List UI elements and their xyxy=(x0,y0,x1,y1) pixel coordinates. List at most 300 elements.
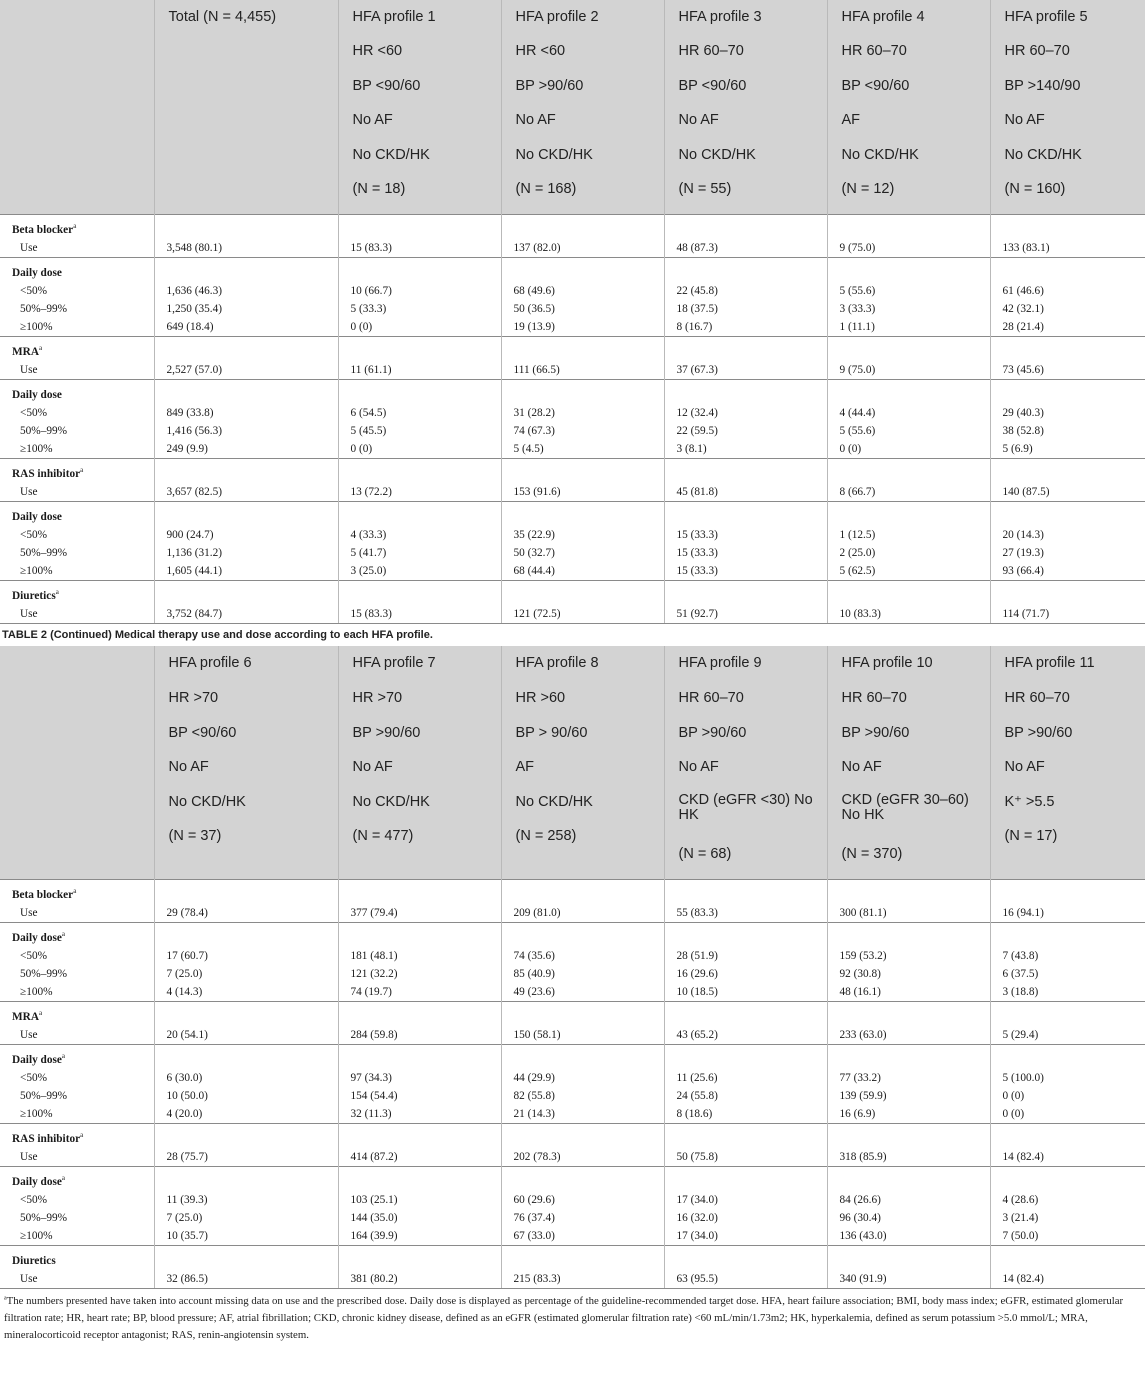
table-row xyxy=(0,459,1145,502)
column-criterion: BP <90/60 xyxy=(352,77,421,94)
cell-value: 121 (72.5) xyxy=(513,608,561,621)
row-label: Use xyxy=(20,907,38,920)
value-cell xyxy=(154,1167,338,1246)
value-cell xyxy=(664,502,827,581)
group-label xyxy=(12,386,148,404)
cell-value: 85 (40.9) xyxy=(513,968,555,981)
value-cell xyxy=(827,380,990,459)
cell-value: 61 (46.6) xyxy=(1002,285,1044,298)
column-criterion: (N = 258) xyxy=(515,828,577,845)
cell-value: 1,636 (46.3) xyxy=(166,285,223,298)
column-criterion: HR <60 xyxy=(515,43,566,60)
column-title: HFA profile 1 xyxy=(352,9,436,25)
value-cell xyxy=(827,215,990,258)
value-cell xyxy=(827,880,990,923)
cell-value: 377 (79.4) xyxy=(350,907,398,920)
cell-value: 3 (18.8) xyxy=(1002,986,1039,999)
column-criterion: HR 60–70 xyxy=(841,43,907,60)
column-criterion: (N = 37) xyxy=(168,828,222,845)
cell-value: 133 (83.1) xyxy=(1002,242,1050,255)
cell-value: 20 (14.3) xyxy=(1002,529,1044,542)
cell-value: 74 (35.6) xyxy=(513,950,555,963)
footnote-marker: a xyxy=(73,222,77,231)
cell-value: 9 (75.0) xyxy=(839,364,876,377)
row-label-cell xyxy=(0,1002,154,1045)
cell-value: 215 (83.3) xyxy=(513,1273,561,1286)
value-cell xyxy=(664,1124,827,1167)
value-cell xyxy=(827,1002,990,1045)
cell-value: 140 (87.5) xyxy=(1002,486,1050,499)
cell-value: 5 (55.6) xyxy=(839,425,876,438)
cell-value: 22 (45.8) xyxy=(676,285,718,298)
value-cell xyxy=(338,923,501,1002)
value-cell xyxy=(827,1045,990,1124)
cell-value: 14 (82.4) xyxy=(1002,1151,1044,1164)
value-cell xyxy=(501,1002,664,1045)
value-cell xyxy=(154,459,338,502)
cell-value: 3,752 (84.7) xyxy=(166,608,223,621)
value-cell xyxy=(990,380,1145,459)
cell-value: 4 (20.0) xyxy=(166,1108,203,1121)
cell-value: 7 (43.8) xyxy=(1002,950,1039,963)
cell-value: 8 (16.7) xyxy=(676,321,713,334)
cell-value: 233 (63.0) xyxy=(839,1029,887,1042)
cell-value: 73 (45.6) xyxy=(1002,364,1044,377)
value-cell xyxy=(154,1246,338,1289)
table-row xyxy=(0,258,1145,337)
column-criterion: BP >90/60 xyxy=(1004,724,1073,741)
cell-value: 5 (45.5) xyxy=(350,425,387,438)
row-label-cell xyxy=(0,1167,154,1246)
column-criterion: (N = 370) xyxy=(841,845,903,862)
cell-value: 4 (33.3) xyxy=(350,529,387,542)
value-cell xyxy=(990,1124,1145,1167)
cell-value: 14 (82.4) xyxy=(1002,1273,1044,1286)
table-row xyxy=(0,502,1145,581)
row-label: ≥100% xyxy=(20,1108,53,1121)
table-body xyxy=(0,880,1145,1289)
cell-value: 45 (81.8) xyxy=(676,486,718,499)
cell-value: 24 (55.8) xyxy=(676,1090,718,1103)
column-header xyxy=(338,646,501,879)
group-label-text: RAS inhibitor xyxy=(12,1133,81,1146)
row-label-cell xyxy=(0,215,154,258)
column-criterion: No AF xyxy=(352,112,393,129)
column-title: HFA profile 9 xyxy=(678,655,762,672)
cell-value: 15 (33.3) xyxy=(676,529,718,542)
value-cell xyxy=(154,215,338,258)
cell-value: 55 (83.3) xyxy=(676,907,718,920)
value-cell xyxy=(154,502,338,581)
value-cell xyxy=(827,923,990,1002)
cell-value: 44 (29.9) xyxy=(513,1072,555,1085)
value-cell xyxy=(990,581,1145,624)
cell-value: 3 (8.1) xyxy=(676,443,707,456)
cell-value: 1,605 (44.1) xyxy=(166,565,223,578)
column-header xyxy=(664,0,827,215)
footnote-marker: a xyxy=(61,930,66,939)
row-label-cell xyxy=(0,880,154,923)
cell-value: 3,657 (82.5) xyxy=(166,486,223,499)
group-label-text: RAS inhibitor xyxy=(12,468,81,481)
column-criterion: No CKD/HK xyxy=(168,793,246,810)
value-cell xyxy=(501,880,664,923)
column-title: HFA profile 6 xyxy=(168,655,252,672)
value-cell xyxy=(501,258,664,337)
row-label-cell xyxy=(0,923,154,1002)
cell-value: 13 (72.2) xyxy=(350,486,392,499)
column-header xyxy=(501,0,664,215)
column-criterion: No AF xyxy=(352,759,393,776)
cell-value: 181 (48.1) xyxy=(350,950,398,963)
value-cell xyxy=(990,1167,1145,1246)
row-label: Use xyxy=(20,364,38,377)
cell-value: 42 (32.1) xyxy=(1002,303,1044,316)
value-cell xyxy=(154,1045,338,1124)
column-criterion: HR 60–70 xyxy=(1004,689,1070,706)
cell-value: 900 (24.7) xyxy=(166,529,214,542)
row-label-cell xyxy=(0,581,154,624)
cell-value: 67 (33.0) xyxy=(513,1230,555,1243)
table-header-row xyxy=(0,0,1145,215)
cell-value: 48 (87.3) xyxy=(676,242,718,255)
cell-value: 0 (0) xyxy=(839,443,862,456)
footnote-marker: a xyxy=(4,1295,7,1302)
cell-value: 3 (21.4) xyxy=(1002,1212,1039,1225)
group-label-text: MRA xyxy=(12,1011,39,1024)
value-cell xyxy=(827,1246,990,1289)
cell-value: 97 (34.3) xyxy=(350,1072,392,1085)
row-label: ≥100% xyxy=(20,986,53,999)
row-label: <50% xyxy=(20,1072,48,1085)
group-label xyxy=(12,587,148,605)
value-cell xyxy=(827,1167,990,1246)
cell-value: 19 (13.9) xyxy=(513,321,555,334)
column-criterion: No AF xyxy=(1004,759,1045,776)
column-header xyxy=(154,646,338,879)
cell-value: 5 (33.3) xyxy=(350,303,387,316)
column-header xyxy=(664,646,827,879)
row-label-cell xyxy=(0,380,154,459)
value-cell xyxy=(501,1045,664,1124)
column-criterion: No CKD/HK xyxy=(515,793,593,810)
cell-value: 63 (95.5) xyxy=(676,1273,718,1286)
table-row xyxy=(0,380,1145,459)
cell-value: 17 (34.0) xyxy=(676,1230,718,1243)
row-label: <50% xyxy=(20,529,48,542)
value-cell xyxy=(338,581,501,624)
group-label-text: Beta blocker xyxy=(12,889,74,902)
value-cell xyxy=(664,1246,827,1289)
column-title: HFA profile 2 xyxy=(515,9,599,25)
cell-value: 28 (21.4) xyxy=(1002,321,1044,334)
column-criterion: No CKD/HK xyxy=(678,146,756,163)
cell-value: 3 (25.0) xyxy=(350,565,387,578)
column-criterion: (N = 160) xyxy=(1004,180,1066,197)
cell-value: 93 (66.4) xyxy=(1002,565,1044,578)
cell-value: 37 (67.3) xyxy=(676,364,718,377)
cell-value: 11 (39.3) xyxy=(166,1194,208,1207)
row-label: ≥100% xyxy=(20,565,53,578)
group-label xyxy=(12,1051,148,1069)
group-label-text: Daily dose xyxy=(12,511,62,524)
cell-value: 7 (50.0) xyxy=(1002,1230,1039,1243)
cell-value: 49 (23.6) xyxy=(513,986,555,999)
therapy-table-part-1 xyxy=(0,0,1145,623)
cell-value: 111 (66.5) xyxy=(513,364,560,377)
column-criterion: (N = 68) xyxy=(678,845,732,862)
row-label: ≥100% xyxy=(20,321,53,334)
cell-value: 50 (36.5) xyxy=(513,303,555,316)
row-label-cell xyxy=(0,502,154,581)
cell-value: 202 (78.3) xyxy=(513,1151,561,1164)
column-header xyxy=(990,646,1145,879)
group-label-text: Diuretics xyxy=(12,1255,56,1268)
cell-value: 50 (32.7) xyxy=(513,547,555,560)
value-cell xyxy=(664,1167,827,1246)
cell-value: 159 (53.2) xyxy=(839,950,887,963)
column-criterion: No AF xyxy=(168,759,209,776)
cell-value: 20 (54.1) xyxy=(166,1029,208,1042)
cell-value: 10 (18.5) xyxy=(676,986,718,999)
group-label-text: Daily dose xyxy=(12,1176,62,1189)
cell-value: 0 (0) xyxy=(1002,1090,1025,1103)
column-criterion: BP <90/60 xyxy=(841,77,910,94)
cell-value: 18 (37.5) xyxy=(676,303,718,316)
value-cell xyxy=(501,1124,664,1167)
cell-value: 8 (18.6) xyxy=(676,1108,713,1121)
column-criterion: (N = 168) xyxy=(515,180,577,197)
column-header xyxy=(154,0,338,215)
cell-value: 17 (34.0) xyxy=(676,1194,718,1207)
cell-value: 5 (62.5) xyxy=(839,565,876,578)
group-label xyxy=(12,886,148,904)
value-cell xyxy=(827,502,990,581)
row-label: 50%–99% xyxy=(20,968,68,981)
row-label: 50%–99% xyxy=(20,1090,68,1103)
cell-value: 68 (44.4) xyxy=(513,565,555,578)
value-cell xyxy=(827,581,990,624)
value-cell xyxy=(990,337,1145,380)
value-cell xyxy=(338,1124,501,1167)
row-label: Use xyxy=(20,1029,38,1042)
cell-value: 74 (67.3) xyxy=(513,425,555,438)
cell-value: 21 (14.3) xyxy=(513,1108,555,1121)
value-cell xyxy=(990,880,1145,923)
column-criterion: HR 60–70 xyxy=(678,689,744,706)
value-cell xyxy=(664,380,827,459)
cell-value: 27 (19.3) xyxy=(1002,547,1044,560)
group-label xyxy=(12,221,148,239)
table-row xyxy=(0,1045,1145,1124)
cell-value: 10 (83.3) xyxy=(839,608,881,621)
cell-value: 153 (91.6) xyxy=(513,486,561,499)
value-cell xyxy=(664,337,827,380)
value-cell xyxy=(664,880,827,923)
cell-value: 7 (25.0) xyxy=(166,1212,203,1225)
row-label: 50%–99% xyxy=(20,425,68,438)
group-label xyxy=(12,1173,148,1191)
cell-value: 1,416 (56.3) xyxy=(166,425,223,438)
cell-value: 22 (59.5) xyxy=(676,425,718,438)
cell-value: 15 (83.3) xyxy=(350,608,392,621)
value-cell xyxy=(338,1002,501,1045)
group-label-text: Daily dose xyxy=(12,932,62,945)
cell-value: 28 (51.9) xyxy=(676,950,718,963)
group-label-text: Daily dose xyxy=(12,267,62,280)
value-cell xyxy=(501,581,664,624)
cell-value: 29 (40.3) xyxy=(1002,407,1044,420)
cell-value: 16 (29.6) xyxy=(676,968,718,981)
value-cell xyxy=(338,215,501,258)
cell-value: 284 (59.8) xyxy=(350,1029,398,1042)
value-cell xyxy=(664,923,827,1002)
cell-value: 7 (25.0) xyxy=(166,968,203,981)
cell-value: 121 (32.2) xyxy=(350,968,398,981)
column-title: HFA profile 4 xyxy=(841,9,925,25)
table-row xyxy=(0,923,1145,1002)
cell-value: 15 (33.3) xyxy=(676,547,718,560)
cell-value: 48 (16.1) xyxy=(839,986,881,999)
column-criterion: BP <90/60 xyxy=(168,724,237,741)
group-label xyxy=(12,1008,148,1026)
cell-value: 300 (81.1) xyxy=(839,907,887,920)
table-row xyxy=(0,1002,1145,1045)
cell-value: 29 (78.4) xyxy=(166,907,208,920)
column-criterion: BP >90/60 xyxy=(352,724,421,741)
column-criterion: CKD (eGFR 30–60) No HK xyxy=(841,791,969,823)
table-row xyxy=(0,880,1145,923)
value-cell xyxy=(501,337,664,380)
column-criterion: (N = 55) xyxy=(678,180,732,197)
row-label-cell xyxy=(0,1246,154,1289)
row-label: ≥100% xyxy=(20,443,53,456)
cell-value: 77 (33.2) xyxy=(839,1072,881,1085)
cell-value: 114 (71.7) xyxy=(1002,608,1050,621)
value-cell xyxy=(338,880,501,923)
value-cell xyxy=(827,459,990,502)
cell-value: 10 (35.7) xyxy=(166,1230,208,1243)
table-footnote xyxy=(0,1288,1145,1344)
value-cell xyxy=(990,215,1145,258)
cell-value: 28 (75.7) xyxy=(166,1151,208,1164)
group-label xyxy=(12,264,148,282)
group-label xyxy=(12,465,148,483)
column-criterion: No AF xyxy=(678,759,719,776)
cell-value: 381 (80.2) xyxy=(350,1273,398,1286)
value-cell xyxy=(501,380,664,459)
value-cell xyxy=(501,923,664,1002)
column-criterion: HR >70 xyxy=(352,689,403,706)
cell-value: 137 (82.0) xyxy=(513,242,561,255)
cell-value: 5 (55.6) xyxy=(839,285,876,298)
value-cell xyxy=(664,215,827,258)
column-header xyxy=(827,646,990,879)
cell-value: 6 (54.5) xyxy=(350,407,387,420)
column-title: HFA profile 11 xyxy=(1004,655,1095,672)
cell-value: 209 (81.0) xyxy=(513,907,561,920)
cell-value: 5 (41.7) xyxy=(350,547,387,560)
column-criterion: CKD (eGFR <30) No HK xyxy=(678,791,813,823)
row-label-cell xyxy=(0,1124,154,1167)
table-row xyxy=(0,337,1145,380)
value-cell xyxy=(990,1045,1145,1124)
column-header xyxy=(501,646,664,879)
value-cell xyxy=(154,1124,338,1167)
cell-value: 43 (65.2) xyxy=(676,1029,718,1042)
value-cell xyxy=(154,880,338,923)
value-cell xyxy=(827,1124,990,1167)
value-cell xyxy=(154,337,338,380)
group-label-text: Beta blocker xyxy=(12,224,74,237)
cell-value: 1 (11.1) xyxy=(839,321,875,334)
column-criterion: No CKD/HK xyxy=(1004,146,1082,163)
column-title: HFA profile 10 xyxy=(841,655,933,672)
value-cell xyxy=(338,380,501,459)
value-cell xyxy=(501,1167,664,1246)
cell-value: 139 (59.9) xyxy=(839,1090,887,1103)
group-label xyxy=(12,508,148,526)
group-label-text: MRA xyxy=(12,346,39,359)
header-corner-cell xyxy=(0,646,154,879)
row-label: 50%–99% xyxy=(20,1212,68,1225)
column-criterion: K⁺ >5.5 xyxy=(1004,793,1055,810)
cell-value: 318 (85.9) xyxy=(839,1151,887,1164)
cell-value: 82 (55.8) xyxy=(513,1090,555,1103)
column-criterion: BP >140/90 xyxy=(1004,77,1081,94)
column-criterion: BP > 90/60 xyxy=(515,724,588,741)
column-criterion: HR 60–70 xyxy=(678,43,744,60)
footnote-marker: a xyxy=(55,588,59,597)
cell-value: 2 (25.0) xyxy=(839,547,876,560)
cell-value: 84 (26.6) xyxy=(839,1194,881,1207)
column-criterion: AF xyxy=(515,759,535,776)
row-label: <50% xyxy=(20,1194,48,1207)
table-row xyxy=(0,215,1145,258)
cell-value: 0 (0) xyxy=(350,443,373,456)
cell-value: 31 (28.2) xyxy=(513,407,555,420)
footnote-marker: a xyxy=(61,1174,66,1183)
cell-value: 11 (61.1) xyxy=(350,364,392,377)
table-row xyxy=(0,1167,1145,1246)
footnote-marker: a xyxy=(61,1052,66,1061)
column-header xyxy=(338,0,501,215)
group-label xyxy=(12,1130,148,1148)
cell-value: 150 (58.1) xyxy=(513,1029,561,1042)
table-row xyxy=(0,581,1145,624)
value-cell xyxy=(338,337,501,380)
value-cell xyxy=(664,1002,827,1045)
value-cell xyxy=(338,1167,501,1246)
cell-value: 51 (92.7) xyxy=(676,608,718,621)
cell-value: 2,527 (57.0) xyxy=(166,364,223,377)
value-cell xyxy=(664,459,827,502)
group-label xyxy=(12,343,148,361)
value-cell xyxy=(990,1002,1145,1045)
table-body xyxy=(0,215,1145,624)
value-cell xyxy=(990,1246,1145,1289)
group-label-text: Daily dose xyxy=(12,1054,62,1067)
value-cell xyxy=(501,215,664,258)
cell-value: 5 (6.9) xyxy=(1002,443,1033,456)
value-cell xyxy=(990,258,1145,337)
cell-value: 10 (66.7) xyxy=(350,285,392,298)
table-row xyxy=(0,1124,1145,1167)
column-criterion: No CKD/HK xyxy=(352,146,430,163)
row-label: Use xyxy=(20,608,38,621)
cell-value: 32 (86.5) xyxy=(166,1273,208,1286)
footnote-text: The numbers presented have taken into account missing data on use and the prescribed dose. Daily dose is displayed as percentage of the guideline-recommended target dose. HFA, heart failure association; BMI, body mass index; eGFR, estimated glomerular filtration rate; HR, heart rate; BP, blood pressure; AF, atrial fibrillation; CKD, chronic kidney disease, defined as an eGFR (estimated glomerular filtration rate) <60 mL/min/1.73m2; HK, hyperkalemia, defined as serum potassium >5.0 mmol/L; MRA, mineralocorticoid receptor antagonist; RAS, renin-angiotensin system. xyxy=(4,1295,1124,1342)
